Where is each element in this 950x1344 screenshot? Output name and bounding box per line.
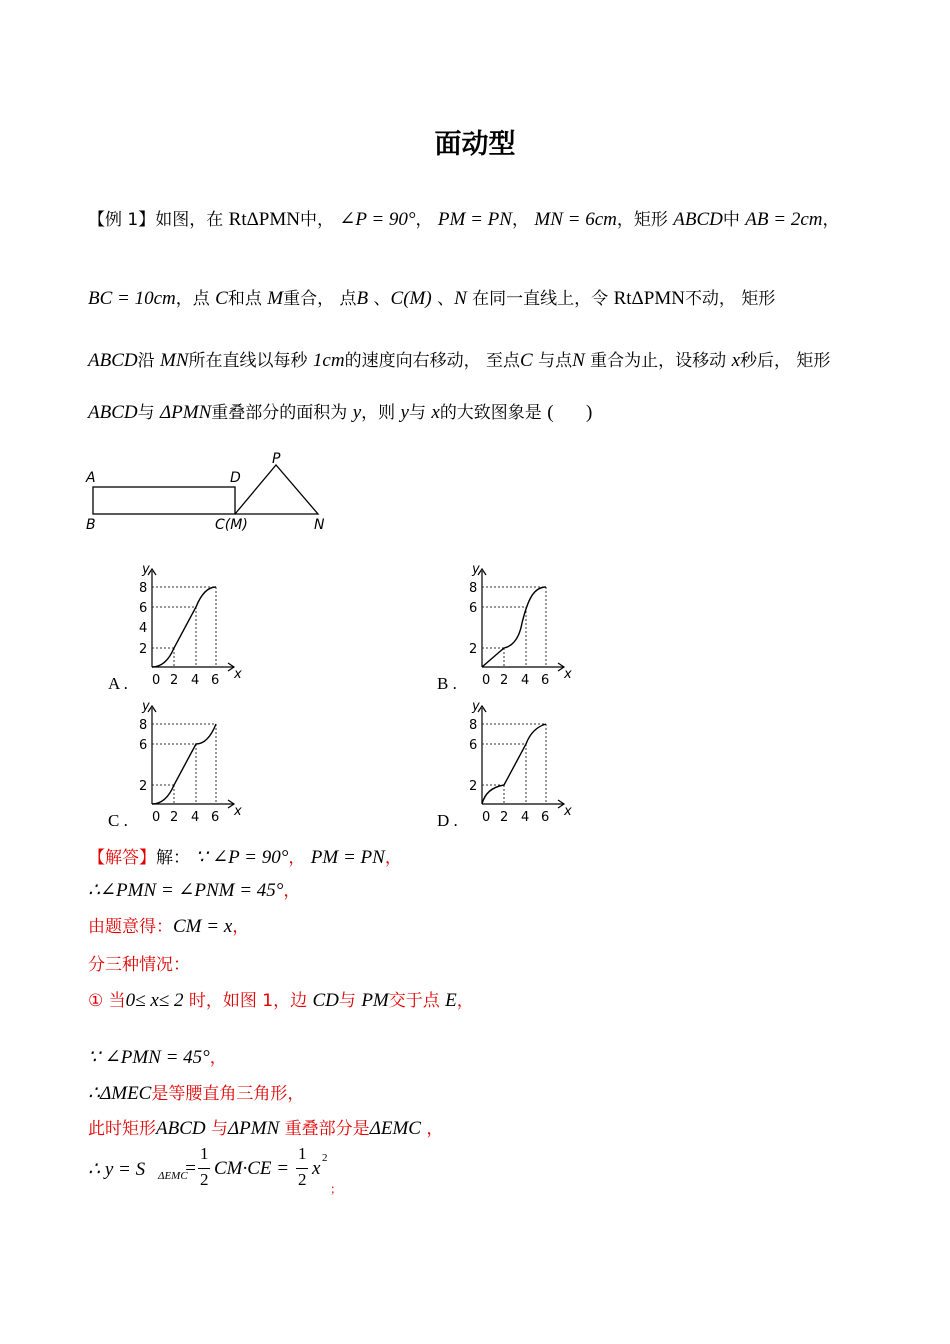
graph-option-a [130,563,250,691]
svg-text:4: 4 [191,673,200,688]
graph-option-c [130,700,250,828]
solution-line-1: 【解答】解： ∵ ∠P = 90°， PM = PN， [88,847,402,868]
svg-text:2: 2 [500,810,509,825]
svg-text:y: y [472,700,480,714]
problem-line-4: ABCD与 ΔPMN重叠部分的面积为 y，则 y与 x的大致图象是 ( ) [88,402,593,423]
svg-text:x: x [234,667,242,682]
option-a-label: A . [108,674,128,693]
svg-text:y: y [142,700,150,714]
problem-line-1: 【例 1】如图，在 RtΔPMN中， ∠P = 90°， PM = PN， MN = 6cm，矩形 ABCD中 AB = 2cm， [88,209,840,230]
svg-text:y: y [142,563,150,577]
geometry-figure [80,445,350,540]
svg-text:8: 8 [139,581,148,596]
solution-line-8: 此时矩形ABCD 与ΔPMN 重叠部分是ΔEMC ， [88,1118,444,1139]
svg-text:6: 6 [541,810,550,825]
solution-line-6: ∵ ∠PMN = 45°， [88,1047,227,1068]
problem-line-2: BC = 10cm，点 C和点 M重合， 点B 、C(M) 、N 在同一直线上，令 RtΔPMN不动， 矩形 [88,288,776,309]
svg-text:4: 4 [191,810,200,825]
svg-text:8: 8 [469,581,478,596]
solution-line-3: 由题意得：CM = x， [88,916,250,937]
graph-option-d [460,700,580,828]
answer-tag: 【解答】 [88,848,156,868]
svg-text:x: x [234,804,242,819]
svg-text:6: 6 [469,601,478,616]
svg-text:2: 2 [170,673,179,688]
label-b: B [86,517,96,533]
svg-text:2: 2 [139,779,148,794]
svg-text:x: x [564,667,572,682]
label-n: N [314,517,325,533]
svg-text:2: 2 [500,673,509,688]
label-a: A [86,470,96,486]
svg-text:2: 2 [469,779,478,794]
svg-text:6: 6 [211,810,220,825]
option-d-label: D . [437,811,458,830]
problem-line-3: ABCD沿 MN所在直线以每秒 1cm的速度向右移动， 至点C 与点N 重合为止，设移动 x秒后， 矩形 [88,350,831,371]
svg-text:0: 0 [152,810,161,825]
graph-option-b [460,563,580,691]
svg-text:4: 4 [521,673,530,688]
option-b-label: B . [437,674,457,693]
solution-line-7: ∴ΔMEC是等腰直角三角形， [88,1083,305,1104]
svg-text:x: x [564,804,572,819]
page-title: 面动型 [434,129,516,160]
svg-text:4: 4 [139,621,148,636]
solution-line-4: 分三种情况： [88,955,190,975]
svg-text:6: 6 [139,601,148,616]
svg-text:4: 4 [521,810,530,825]
svg-text:0: 0 [482,673,491,688]
svg-text:6: 6 [469,738,478,753]
svg-text:6: 6 [211,673,220,688]
svg-text:6: 6 [139,738,148,753]
option-c-label: C . [108,811,128,830]
solution-line-2: ∴∠PMN = ∠PNM = 45°， [88,880,301,901]
svg-text:2: 2 [139,642,148,657]
rectangle-abcd [93,487,235,514]
svg-text:8: 8 [469,718,478,733]
svg-text:2: 2 [469,642,478,657]
svg-text:0: 0 [482,810,491,825]
label-cm: C(M) [215,517,248,533]
svg-text:6: 6 [541,673,550,688]
svg-text:0: 0 [152,673,161,688]
svg-text:2: 2 [170,810,179,825]
label-d: D [230,470,241,486]
label-p: P [272,451,281,467]
svg-text:y: y [472,563,480,577]
triangle-pmn [235,465,318,514]
svg-text:8: 8 [139,718,148,733]
example-tag: 【例 1】 [88,210,156,230]
solution-line-5: ① 当0≤ x≤ 2 时，如图 1，边 CD与 PM交于点 E， [88,990,474,1011]
